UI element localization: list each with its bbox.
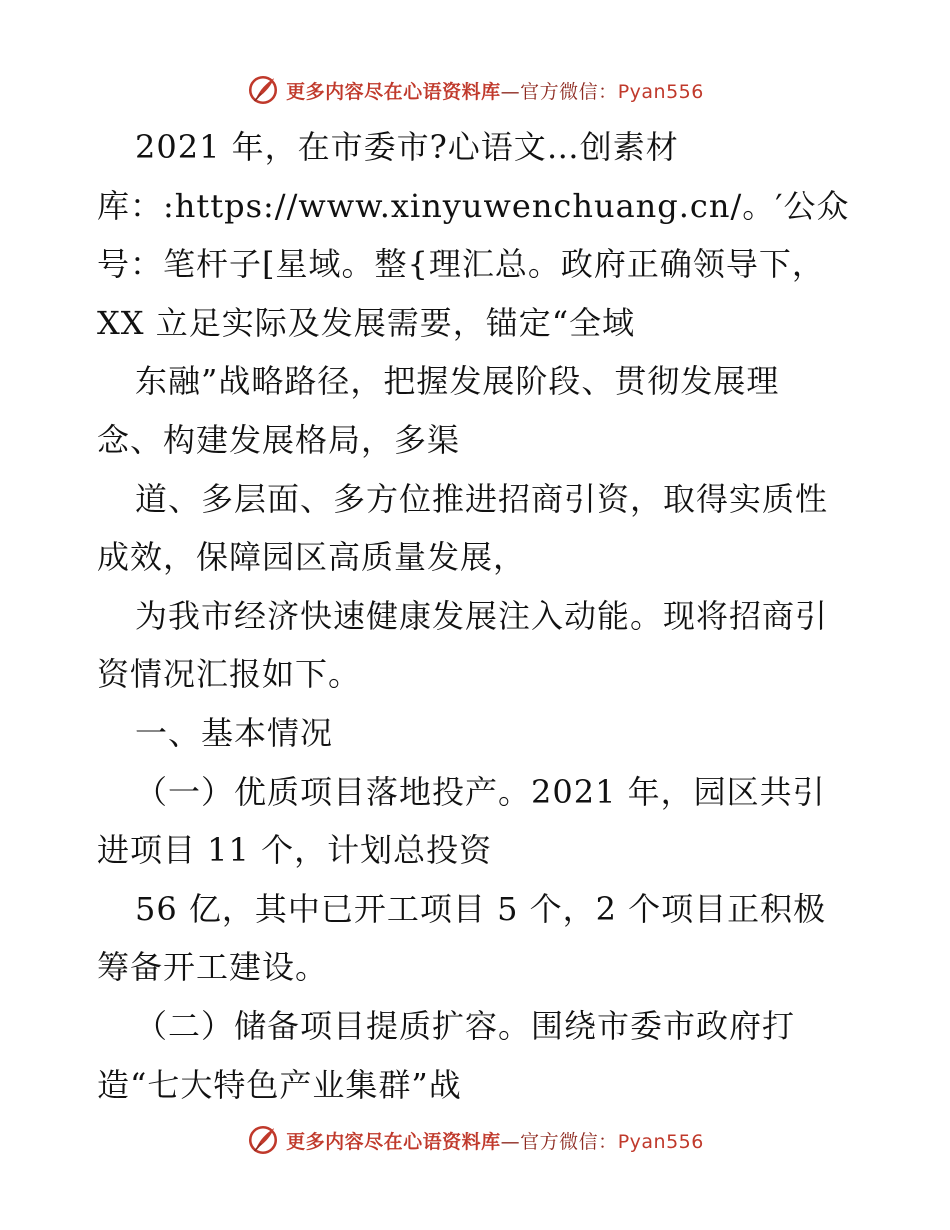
- watermark-text: [286, 77, 704, 104]
- watermark-banner-bottom: [0, 1120, 950, 1160]
- watermark-wechat-label: 官方微信：: [520, 80, 618, 103]
- watermark-dash: —: [500, 80, 521, 103]
- text-line: 成效，保障园区高质量发展，: [97, 538, 527, 577]
- watermark-wechat-id: Pyan556: [617, 80, 704, 103]
- text-line: （一）优质项目落地投产。2021 年，园区共引: [135, 772, 826, 811]
- text-line: 造“七大特色产业集群”战: [97, 1065, 462, 1104]
- watermark-brand: 更多内容尽在心语资料库: [286, 1130, 501, 1153]
- text-line: 2021 年，在市委市?心语文…创素材: [135, 128, 679, 166]
- text-line: 东融”战略路径，把握发展阶段、贯彻发展理: [135, 362, 780, 401]
- text-line: （二）储备项目提质扩容。围绕市委市政府打: [135, 1006, 796, 1045]
- text-line: 56 亿，其中已开工项目 5 个，2 个项目正积极: [135, 889, 827, 928]
- feather-pen-icon: [246, 1123, 280, 1157]
- text-line: 资情况汇报如下。: [97, 655, 362, 694]
- text-line: 念、构建发展格局，多渠: [97, 420, 461, 459]
- watermark-text: [286, 1127, 704, 1154]
- text-line: 道、多层面、多方位推进招商引资，取得实质性: [135, 479, 829, 518]
- text-line: 进项目 11 个，计划总投资: [97, 831, 493, 870]
- watermark-dash: —: [500, 1130, 521, 1153]
- watermark-brand: 更多内容尽在心语资料库: [286, 80, 501, 103]
- text-line: 筹备开工建设。: [97, 948, 329, 987]
- watermark-wechat-label: 官方微信：: [520, 1130, 618, 1153]
- watermark-banner-top: [0, 70, 950, 110]
- text-line: 库：:https://www.xinyuwenchuang.cn/。′公众: [97, 186, 850, 225]
- section-heading: 一、基本情况: [135, 713, 334, 752]
- watermark-wechat-id: Pyan556: [617, 1130, 704, 1153]
- text-line: XX 立足实际及发展需要，锚定“全域: [97, 303, 636, 342]
- feather-pen-icon: [246, 73, 280, 107]
- text-line: 号：笔杆子[星域。整{理汇总。政府正确领导下，: [97, 245, 825, 284]
- text-line: 为我市经济快速健康发展注入动能。现将招商引: [135, 596, 829, 635]
- document-body: [97, 118, 857, 1114]
